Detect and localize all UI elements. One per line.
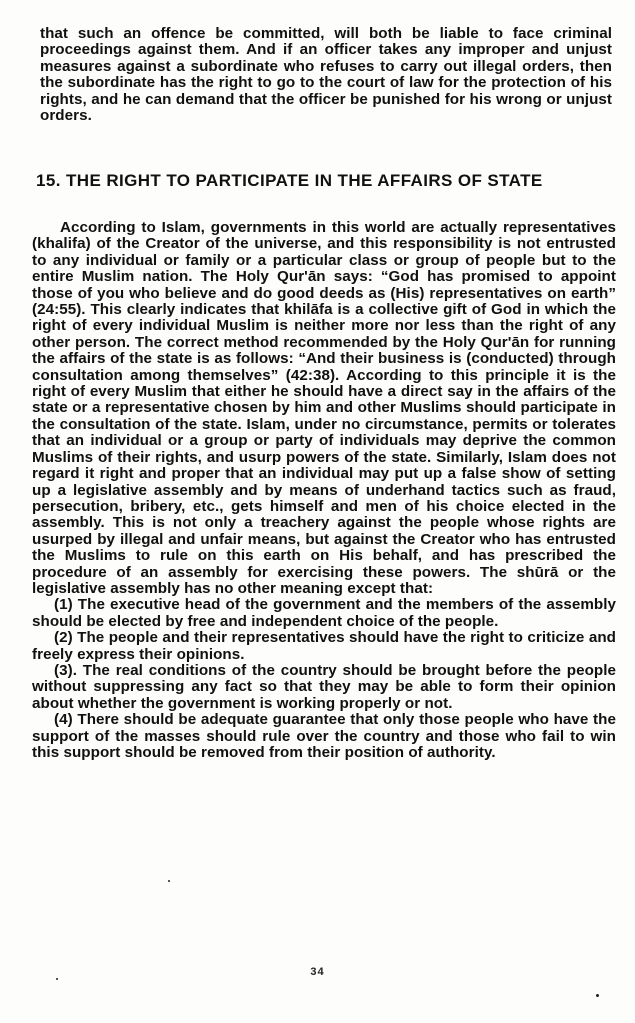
page-number: 34 [310, 966, 325, 978]
scan-speck [56, 978, 58, 980]
list-item-4: (4) There should be adequate guarantee that only those people who have the support of the masses should rule over the country and those who fail to win this support should be removed from their position of authority. [32, 711, 616, 761]
section-heading [36, 172, 556, 189]
intro-paragraph: that such an offence be committed, will both be liable to face criminal proceedings against them. And if an officer takes any improper and unjust measures against a subordinate who refuses to carry out illegal orders, then the subordinate has the right to go to the court of law for the protection of his rights, and he can demand that the officer be punished for his wrong or unjust orders. [40, 25, 612, 125]
intro-block [40, 26, 612, 124]
main-paragraph: According to Islam, governments in this world are actually representatives (khalifa) of the Creator of the universe, and this responsibility is not entrusted to any individual or family or a particular class or group of people but to the entire Muslim nation. The Holy Qur'ān says: “God has promised to appoint those of you who believe and do good deeds as (His) representatives on earth” (24:55). This clearly indicates that khilāfa is a collective gift of God in which the right of every individual Muslim is neither more nor less than the right of any other person. The correct method recommended by the Holy Qur'ān for running the affairs of the state is as follows: “And their business is (conducted) through consultation among themselves” (42:38). According to this principle it is the right of every Muslim that either he should have a direct say in the affairs of the state or a representative chosen by him and other Muslims should participate in the consultation of the state. Islam, under no circumstance, permits or tolerates that an individual or a group or party of individuals may deprive the common Muslims of their rights, and usurp powers of the state. Similarly, Islam does not regard it right and proper that an individual may put up a false show of setting up a legislative assembly and by means of underhand tactics such as fraud, persecution, bribery, etc., gets himself and men of his choice elected in the assembly. This is not only a treachery against the people whose rights are usurped by illegal and unfair means, but against the Creator who has entrusted the Muslims to rule on this earth on His behalf, and has prescribed the procedure of an assembly for exercising these powers. The shūrā or the legislative assembly has no other meaning except that: [32, 219, 616, 597]
section-title: THE RIGHT TO PARTICIPATE IN THE AFFAIRS OF STATE [66, 171, 543, 190]
scan-speck [168, 880, 170, 882]
main-body [32, 220, 616, 761]
list-item-3: (3). The real conditions of the country should be brought before the people without suppressing any fact so that they may be able to form their opinion about whether the government is working properly or not. [32, 661, 616, 712]
section-number: 15. [36, 171, 61, 190]
list-item-1: (1) The executive head of the government and the members of the assembly should be elected by free and independent choice of the people. [32, 596, 616, 630]
list-item-2: (2) The people and their representatives should have the right to criticize and freely express their opinions. [32, 629, 616, 663]
scan-speck [596, 994, 599, 997]
